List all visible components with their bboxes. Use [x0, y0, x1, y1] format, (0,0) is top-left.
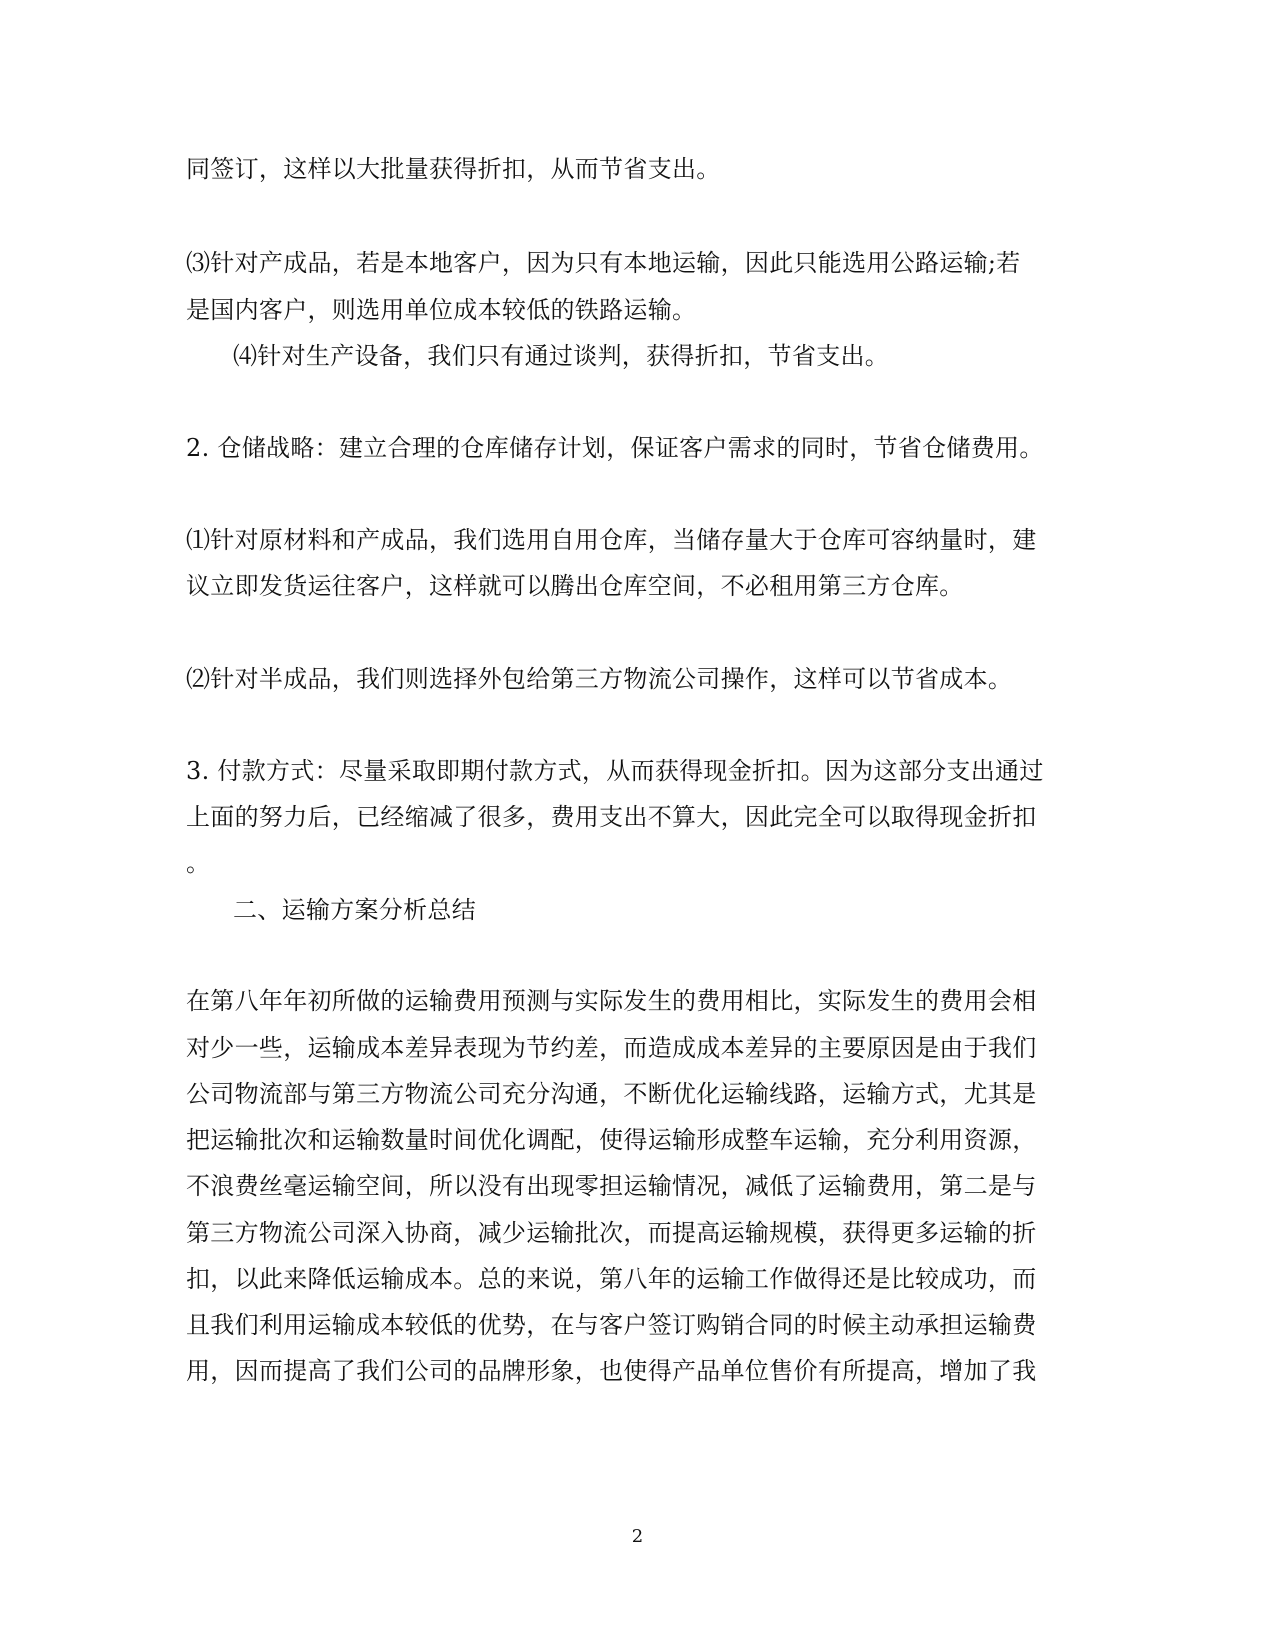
text-line-4: ⑷针对生产设备，我们只有通过谈判，获得折扣，节省支出。	[233, 342, 890, 370]
text-line-14: 对少一些，运输成本差异表现为节约差，而造成成本差异的主要原因是由于我们	[186, 1034, 1037, 1062]
text-line-13: 在第八年年初所做的运输费用预测与实际发生的费用相比，实际发生的费用会相	[186, 987, 1037, 1015]
text-line-19: 扣，以此来降低运输成本。总的来说，第八年的运输工作做得还是比较成功，而	[186, 1265, 1037, 1293]
text-line-20: 且我们利用运输成本较低的优势，在与客户签订购销合同的时候主动承担运输费	[186, 1311, 1037, 1339]
section-3-heading: 3. 付款方式：尽量采取即期付款方式，从而获得现金折扣。因为这部分支出通过	[186, 757, 1044, 785]
text-line-1: 同签订，这样以大批量获得折扣，从而节省支出。	[186, 155, 721, 183]
section-2-heading: 2. 仓储战略：建立合理的仓库储存计划，保证客户需求的同时，节省仓储费用。	[186, 434, 1044, 462]
text-line-17: 不浪费丝毫运输空间，所以没有出现零担运输情况，减低了运输费用，第二是与	[186, 1172, 1037, 1200]
text-line-11: 。	[186, 849, 211, 877]
text-line-7: 议立即发货运往客户，这样就可以腾出仓库空间，不必租用第三方仓库。	[186, 572, 964, 600]
section-two-title: 二、运输方案分析总结	[233, 896, 476, 924]
text-line-8: ⑵针对半成品，我们则选择外包给第三方物流公司操作，这样可以节省成本。	[186, 665, 1013, 693]
text-line-6: ⑴针对原材料和产成品，我们选用自用仓库，当储存量大于仓库可容纳量时，建	[186, 526, 1037, 554]
text-line-2: ⑶针对产成品，若是本地客户，因为只有本地运输，因此只能选用公路运输;若	[186, 249, 1021, 277]
text-line-10: 上面的努力后，已经缩减了很多，费用支出不算大，因此完全可以取得现金折扣	[186, 803, 1037, 831]
text-line-21: 用，因而提高了我们公司的品牌形象，也使得产品单位售价有所提高，增加了我	[186, 1357, 1037, 1385]
text-line-18: 第三方物流公司深入协商，减少运输批次，而提高运输规模，获得更多运输的折	[186, 1219, 1037, 1247]
text-line-3: 是国内客户，则选用单位成本较低的铁路运输。	[186, 296, 697, 324]
text-line-15: 公司物流部与第三方物流公司充分沟通，不断优化运输线路，运输方式，尤其是	[186, 1080, 1037, 1108]
text-line-16: 把运输批次和运输数量时间优化调配，使得运输形成整车运输，充分利用资源，	[186, 1126, 1037, 1154]
page-number: 2	[631, 1526, 644, 1547]
